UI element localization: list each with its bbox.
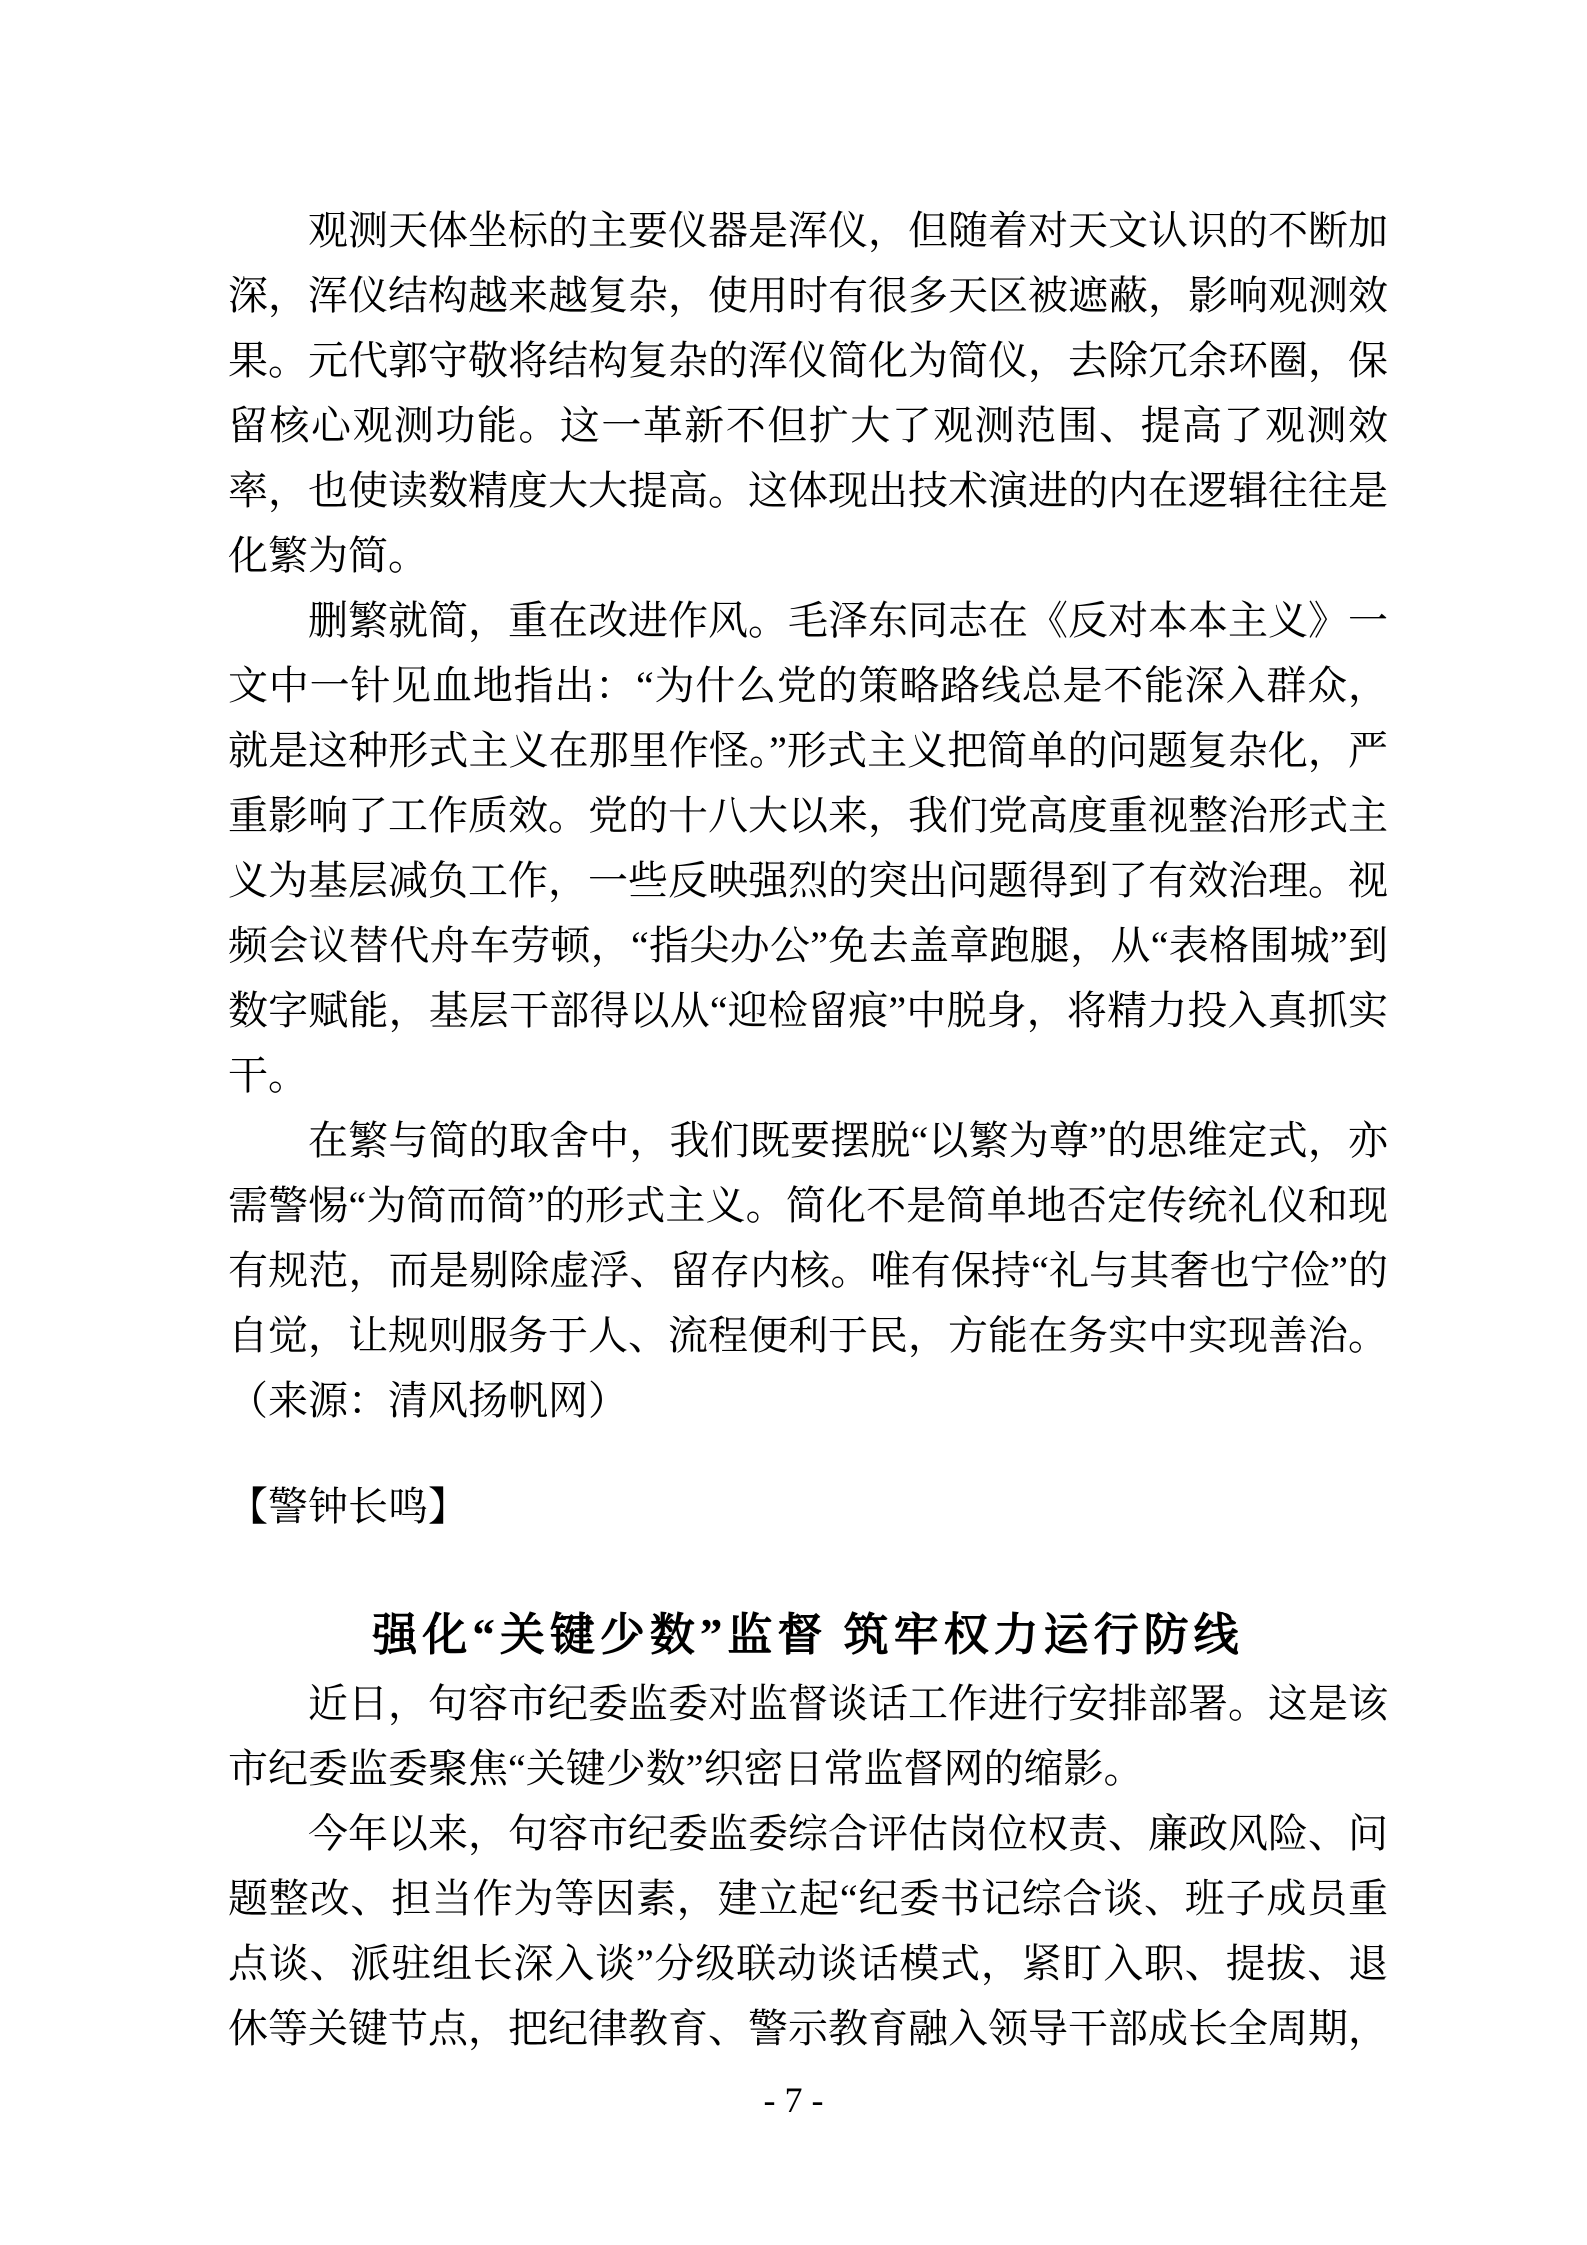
page-number: - 7 - xyxy=(763,2080,824,2120)
text-column xyxy=(228,198,1388,2061)
paragraph-simplify-tradeoff: 在繁与简的取舍中，我们既要摆脱“以繁为尊”的思维定式，亦需警惕“为简而简”的形式主义。简化不是简单地否定传统礼仪和现有规范，而是剔除虚浮、留存内核。唯有保持“礼与其奢也宁俭”的自觉，让规则服务于人、流程便利于民，方能在务实中实现善治。（来源：清风扬帆网） xyxy=(228,1118,1388,1423)
paragraph-observation-instruments: 观测天体坐标的主要仪器是浑仪，但随着对天文认识的不断加深，浑仪结构越来越复杂，使用时有很多天区被遮蔽，影响观测效果。元代郭守敬将结构复杂的浑仪简化为简仪，去除冗余环圈，保留核心观测功能。这一革新不但扩大了观测范围、提高了观测效率，也使读数精度大大提高。这体现出技术演进的内在逻辑往往是化繁为简。 xyxy=(228,208,1388,578)
paragraph-jurong-talk-model: 今年以来，句容市纪委监委综合评估岗位权责、廉政风险、问题整改、担当作为等因素，建立起“纪委书记综合谈、班子成员重点谈、派驻组长深入谈”分级联动谈话模式，紧盯入职、提拔、退休等关键节点，把纪律教育、警示教育融入领导干部成长全周期， xyxy=(228,1811,1388,2051)
paragraph-delete-complexity: 删繁就简，重在改进作风。毛泽东同志在《反对本本主义》一文中一针见血地指出：“为什么党的策略路线总是不能深入群众，就是这种形式主义在那里作怪。”形式主义把简单的问题复杂化，严重影响了工作质效。党的十八大以来，我们党高度重视整治形式主义为基层减负工作，一些反映强烈的突出问题得到了有效治理。视频会议替代舟车劳顿，“指尖办公”免去盖章跑腿，从“表格围城”到数字赋能，基层干部得以从“迎检留痕”中脱身，将精力投入真抓实干。 xyxy=(228,598,1388,1098)
section-header-warning-bell: 【警钟长鸣】 xyxy=(228,1484,468,1529)
paragraph-jurong-deployment: 近日，句容市纪委监委对监督谈话工作进行安排部署。这是该市纪委监委聚焦“关键少数”织密日常监督网的缩影。 xyxy=(228,1681,1388,1791)
article-title: 强化“关键少数”监督 筑牢权力运行防线 xyxy=(372,1610,1244,1660)
